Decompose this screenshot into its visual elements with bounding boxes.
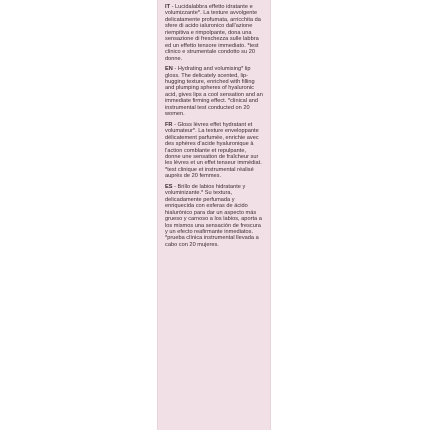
label-section-it: IT - Lucidalabbra effetto idratante e volumizzante*. La texture avvolgente delicatamente profumata, arricchita da sfere di acido ialuronico dall'azione riempitiva e rimpolpante, dona una sensazione di freschezza sulle labbra ed un effetto tensore immediato. *test clinico e strumentale condotto su 20 donne.	[165, 4, 261, 62]
label-section-fr: FR - Gloss lèvres effet hydratant et volumateur*. La texture enveloppante délicatement parfumée, enrichie avec des sphères d'acide hyaluronique à l'action comblante et repulpante, donne une sensation de fraîcheur sur les lèvres et un effet tenseur immédiat. *test clinique et instrumental réalisé auprès de 20 femmes.	[165, 121, 262, 180]
label-section-en: EN - Hydrating and volumising* lip gloss. The delicately scented, lip-hugging texture, enriched with filling and plumping spheres of hyaluronic acid, gives lips a cool sensation and an immediate firming effect. *clinical and instrumental test conducted on 20 women.	[165, 66, 263, 118]
language-code: EN	[165, 66, 173, 73]
language-code: ES	[165, 183, 173, 190]
product-label-strip	[157, 0, 271, 430]
label-text-block	[165, 4, 263, 252]
section-text: Gloss lèvres effet hydratant et volumateur*. La texture enveloppante délicatement parfumée, enrichie avec des sphères d'acide hyaluronique à l'action comblante et repulpante, donne une sensation de fraîcheur sur les lèvres et un effet tenseur immédiat. *test clinique et instrumental réalisé auprès de 20 femmes.	[165, 121, 262, 180]
section-text: Brillo de labios hidratante y voluminizante.* Su textura, delicadamente perfumada y enriquecida con esferas de ácido hialurónico para dar un aspecto más grueso y carnoso a los labios, aporta a los mismos una sensación de frescura y un efecto reafirmante inmediatos. *prueba clínica instrumental llevada a cabo con 20 mujeres.	[165, 183, 262, 248]
label-section-es: ES - Brillo de labios hidratante y voluminizante.* Su textura, delicadamente perfumada y enriquecida con esferas de ácido hialurónico para dar un aspecto más grueso y carnoso a los labios, aporta a los mismos una sensación de frescura y un efecto reafirmante inmediatos. *prueba clínica instrumental llevada a cabo con 20 mujeres.	[165, 183, 262, 248]
section-text: Lucidalabbra effetto idratante e volumizzante*. La texture avvolgente delicatamente profumata, arricchita da sfere di acido ialuronico dall'azione riempitiva e rimpolpante, dona una sensazione di freschezza sulle labbra ed un effetto tensore immediato. *test clinico e strumentale condotto su 20 donne.	[165, 4, 261, 62]
language-code: FR	[165, 121, 173, 128]
language-code: IT	[165, 4, 171, 10]
section-text: Hydrating and volumising* lip gloss. The delicately scented, lip-hugging texture, enriched with filling and plumping spheres of hyaluronic acid, gives lips a cool sensation and an immediate firming effect. *clinical and instrumental test conducted on 20 women.	[165, 66, 263, 118]
